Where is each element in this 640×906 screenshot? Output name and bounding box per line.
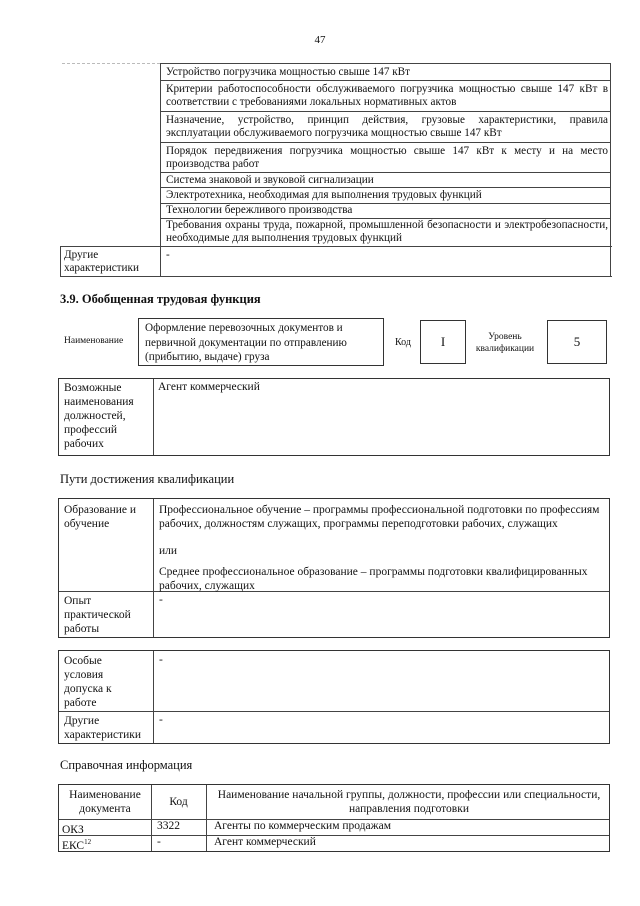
positions-label: Возможные наименования должностей, профессий рабочих [64,382,134,450]
education-label: Образование и обучение [64,504,137,530]
reference-doc-text: ОКЗ [62,823,84,836]
special-conditions-label: Особые условия допуска к работе [64,655,112,709]
reference-row-code: 3322 [157,820,180,832]
knowledge-item: Технологии бережливого производства [166,204,353,216]
paths-heading: Пути достижения квалификации [60,472,235,486]
reference-row-doc [62,836,91,852]
conditions-other-label: Другие характеристики [64,715,142,741]
experience-label: Опыт практической работы [64,595,131,635]
reference-header-code: Код [169,796,188,808]
other-characteristics-label: Другие характеристики [64,249,139,274]
knowledge-item: Назначение, устройство, принцип действия, грузовые характеристики, правила эксплуатации обслуживаемого погрузчика мощностью свыше 147 кВт [166,114,608,139]
positions-value: Агент коммерческий [158,381,260,393]
knowledge-item: Система знаковой и звуковой сигнализации [166,174,374,186]
reference-heading: Справочная информация [60,758,193,772]
gtf-name-label: Наименование [64,336,124,346]
knowledge-item: Устройство погрузчика мощностью свыше 147 кВт [166,66,411,78]
education-line3: Среднее профессиональное образование – программы подготовки квалифицированных рабочих, служащих [159,566,588,592]
gtf-level-value: 5 [573,334,581,349]
reference-header-name: Наименование начальной группы, должности, профессии или специальности, направления подготовки [217,789,601,815]
gtf-code-value: I [440,334,446,349]
section-heading: 3.9. Обобщенная трудовая функция [60,292,261,306]
education-line2: или [159,545,178,557]
education-line1: Профессиональное обучение – программы профессиональной подготовки по профессиям рабочих, должностям служащих, программы переподготовки рабочих, служащих [159,504,600,530]
special-conditions-value: - [159,654,163,666]
reference-row-name: Агенты по коммерческим продажам [214,820,391,832]
knowledge-item: Электротехника, необходимая для выполнения трудовых функций [166,189,482,201]
knowledge-item: Порядок передвижения погрузчика мощностью свыше 147 кВт к месту и на место производства работ [166,145,608,170]
other-characteristics-value: - [166,249,170,261]
reference-row-name: Агент коммерческий [214,836,316,848]
reference-doc-text: ЕКС [62,839,85,852]
knowledge-item: Критерии работоспособности обслуживаемого погрузчика мощностью свыше 147 кВт в соответствии с требованиями локальных нормативных актов [166,83,608,108]
gtf-name-value: Оформление перевозочных документов и первичной документации по отправлению (прибытию, выдаче) груза [145,322,347,363]
gtf-name-box [138,318,384,366]
reference-header-doc: Наименование документа [69,789,141,815]
conditions-other-value: - [159,714,163,726]
reference-row-code: - [157,836,161,848]
knowledge-item: Требования охраны труда, пожарной, промышленной безопасности и электробезопасности, необходимые для выполнения трудовых функций [166,219,608,244]
reference-row-doc [62,820,84,836]
experience-value: - [159,594,163,606]
page-number: 47 [314,34,326,46]
gtf-level-label: Уровень квалификации [475,332,535,354]
reference-doc-sup: 12 [84,838,92,846]
gtf-code-label: Код [395,337,411,348]
